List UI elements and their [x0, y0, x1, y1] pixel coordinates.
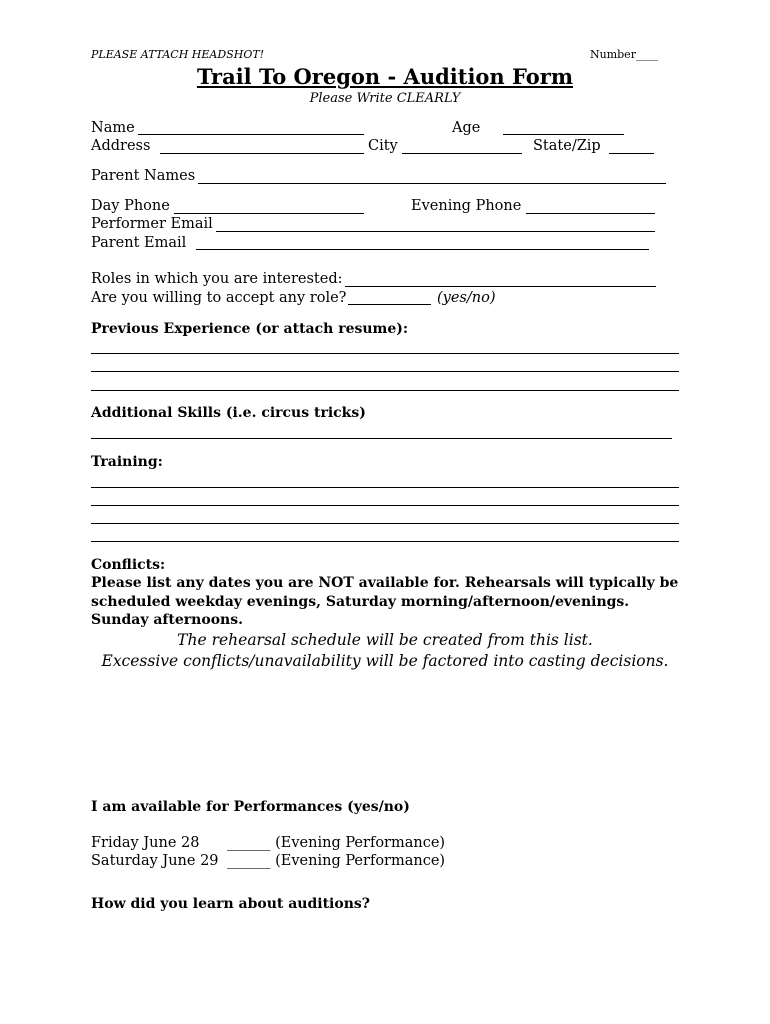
saturday-label: Saturday June 29 [91, 853, 219, 869]
training-line-2[interactable] [91, 505, 679, 506]
schedule-note-2: Excessive conflicts/unavailability will be factored into casting decisions. [101, 652, 669, 670]
address-field[interactable] [160, 153, 364, 154]
accept-role-label: Are you willing to accept any role? [91, 290, 347, 306]
conflicts-text-line-1: Please list any dates you are NOT available for. Rehearsals will typically be [91, 575, 679, 591]
day-phone-label: Day Phone [91, 198, 170, 214]
state-zip-field[interactable] [609, 153, 654, 154]
conflicts-heading: Conflicts: [91, 557, 166, 573]
attach-headshot-note: PLEASE ATTACH HEADSHOT! [91, 48, 265, 61]
conflicts-text-line-2: scheduled weekday evenings, Saturday morning/afternoon/evenings. [91, 594, 630, 610]
experience-line-2[interactable] [91, 371, 679, 372]
additional-skills-heading: Additional Skills (i.e. circus tricks) [91, 405, 366, 421]
skills-line-1[interactable] [91, 438, 672, 439]
friday-availability-field[interactable]: ______ (Evening Performance) [227, 835, 446, 851]
evening-phone-label: Evening Phone [411, 198, 522, 214]
experience-line-3[interactable] [91, 390, 679, 391]
age-field[interactable] [503, 134, 624, 135]
conflicts-text-line-3: Sunday afternoons. [91, 612, 243, 628]
training-line-3[interactable] [91, 523, 679, 524]
parent-names-label: Parent Names [91, 168, 196, 184]
saturday-availability-field[interactable]: ______ (Evening Performance) [227, 853, 446, 869]
performer-email-field[interactable] [216, 231, 655, 232]
yes-no-hint: (yes/no) [437, 290, 496, 306]
performances-heading: I am available for Performances (yes/no) [91, 799, 410, 815]
address-label: Address [91, 138, 151, 154]
parent-email-label: Parent Email [91, 235, 187, 251]
how-learned-heading: How did you learn about auditions? [91, 896, 370, 912]
roles-label: Roles in which you are interested: [91, 271, 343, 287]
training-heading: Training: [91, 454, 163, 470]
training-line-4[interactable] [91, 541, 679, 542]
friday-label: Friday June 28 [91, 835, 200, 851]
performer-email-label: Performer Email [91, 216, 213, 232]
number-field[interactable]: Number____ [590, 48, 658, 61]
experience-line-1[interactable] [91, 353, 679, 354]
training-line-1[interactable] [91, 487, 679, 488]
name-label: Name [91, 120, 135, 136]
parent-names-field[interactable] [198, 183, 666, 184]
evening-phone-field[interactable] [526, 213, 655, 214]
city-field[interactable] [402, 153, 522, 154]
day-phone-field[interactable] [174, 213, 364, 214]
city-label: City [368, 138, 398, 154]
schedule-note-1: The rehearsal schedule will be created from this list. [177, 631, 593, 649]
page-title: Trail To Oregon - Audition Form [196, 64, 574, 89]
age-label: Age [452, 120, 481, 136]
parent-email-field[interactable] [196, 249, 649, 250]
accept-role-field[interactable] [348, 304, 431, 305]
page-subtitle: Please Write CLEARLY [309, 91, 461, 106]
roles-field[interactable] [345, 286, 656, 287]
name-field[interactable] [138, 134, 364, 135]
state-zip-label: State/Zip [533, 138, 601, 154]
previous-experience-heading: Previous Experience (or attach resume): [91, 321, 409, 337]
